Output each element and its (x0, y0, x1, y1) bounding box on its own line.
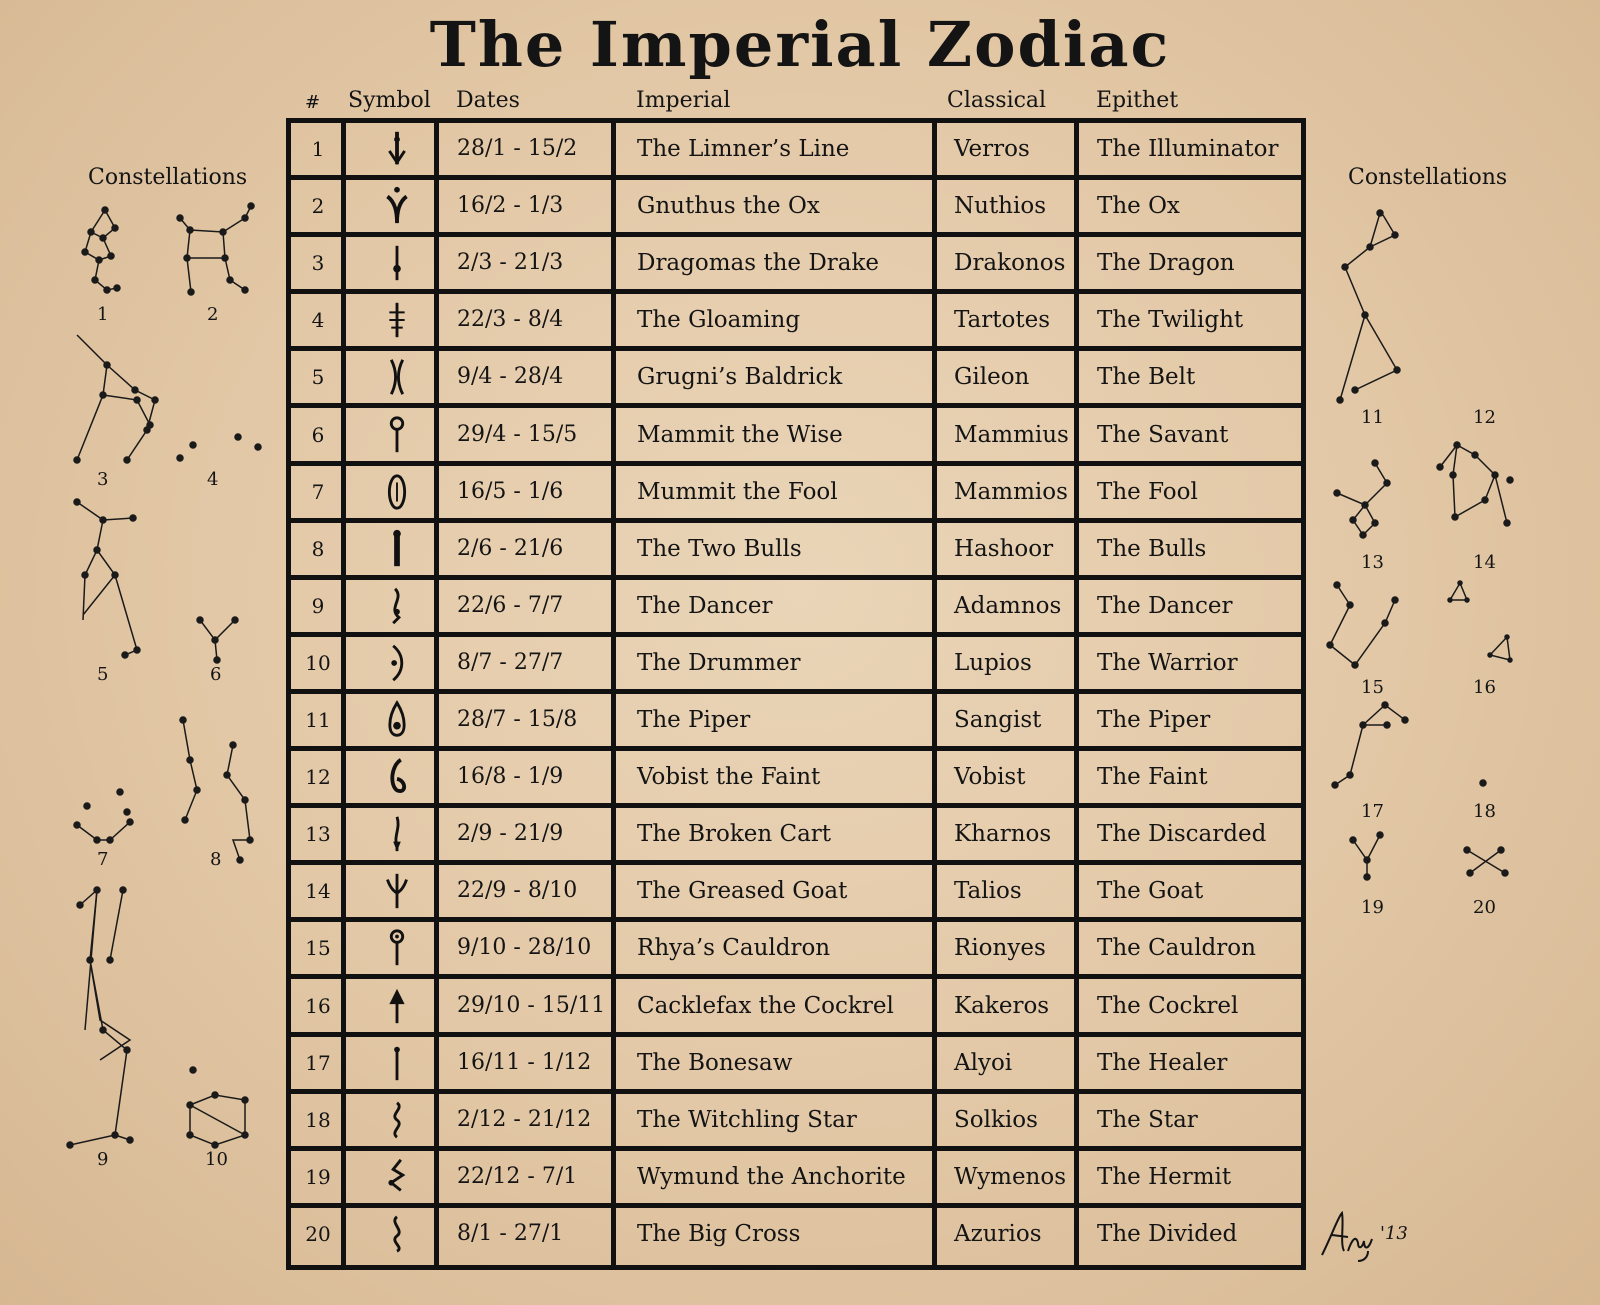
imperial-name-cell: The Drummer (637, 649, 801, 676)
constellations-left-panel (55, 200, 275, 1190)
table-row (291, 180, 1301, 237)
dates-cell: 28/7 - 15/8 (457, 707, 578, 732)
imperial-name-cell: The Big Cross (637, 1220, 801, 1247)
zodiac-symbol-icon (377, 870, 417, 912)
zodiac-symbol-cell (351, 351, 439, 403)
dates-cell: 16/8 - 1/9 (457, 764, 564, 790)
imperial-name-cell: Gnuthus the Ox (637, 193, 820, 220)
classical-name-cell: Talios (954, 878, 1022, 905)
zodiac-symbol-icon (377, 985, 417, 1027)
dates-cell: 8/1 - 27/1 (457, 1220, 564, 1246)
table-row (291, 409, 1301, 466)
dates-cell: 2/3 - 21/3 (457, 250, 564, 276)
row-number: 15 (305, 936, 331, 961)
constellation-label: 13 (1361, 552, 1384, 573)
classical-name-cell: Rionyes (954, 935, 1046, 962)
table-row (291, 1208, 1301, 1265)
zodiac-symbol-icon (377, 1213, 417, 1255)
classical-name-cell: Verros (954, 136, 1030, 162)
imperial-name-cell: The Broken Cart (637, 821, 832, 848)
row-number: 20 (305, 1221, 331, 1246)
imperial-name-cell: Rhya’s Cauldron (637, 935, 831, 962)
dates-cell: 16/5 - 1/6 (457, 478, 564, 504)
header-classical: Classical (947, 88, 1047, 113)
epithet-cell: The Cauldron (1097, 935, 1256, 962)
epithet-cell: The Piper (1097, 707, 1211, 733)
column-headers (0, 88, 1600, 118)
epithet-cell: The Hermit (1097, 1163, 1232, 1190)
epithet-cell: The Cockrel (1097, 992, 1239, 1019)
constellation-label: 14 (1473, 552, 1496, 573)
zodiac-symbol-icon (377, 756, 417, 798)
zodiac-symbol-icon (377, 813, 417, 855)
header-epithet: Epithet (1096, 88, 1179, 113)
table-row (291, 808, 1301, 865)
classical-name-cell: Mammius (954, 421, 1069, 448)
row-number: 11 (305, 708, 331, 732)
classical-name-cell: Gileon (954, 364, 1030, 391)
zodiac-symbol-icon (377, 699, 417, 741)
constellation-label: 7 (97, 849, 109, 870)
zodiac-symbol-icon (377, 185, 417, 227)
row-number: 3 (311, 251, 325, 276)
zodiac-symbol-cell (351, 294, 439, 346)
row-number: 18 (305, 1107, 331, 1132)
zodiac-symbol-cell (351, 1037, 439, 1089)
constellation-label: 5 (97, 664, 109, 685)
zodiac-symbol-icon (377, 528, 417, 570)
zodiac-symbol-icon (377, 242, 417, 284)
zodiac-symbol-cell (351, 237, 439, 289)
dates-cell: 29/10 - 15/11 (457, 992, 606, 1018)
classical-name-cell: Alyoi (954, 1049, 1013, 1076)
row-number: 19 (305, 1164, 331, 1189)
epithet-cell: The Twilight (1097, 307, 1244, 334)
epithet-cell: The Bulls (1097, 535, 1207, 562)
epithet-cell: The Warrior (1097, 649, 1238, 676)
zodiac-symbol-cell (351, 409, 439, 461)
epithet-cell: The Belt (1097, 364, 1196, 391)
imperial-name-cell: The Greased Goat (637, 878, 848, 905)
imperial-name-cell: Dragomas the Drake (637, 250, 880, 277)
zodiac-symbol-icon (377, 414, 417, 456)
table-row (291, 580, 1301, 637)
signature-year: '13 (1380, 1223, 1408, 1244)
dates-cell: 2/12 - 21/12 (457, 1106, 592, 1132)
table-row (291, 637, 1301, 694)
dates-cell: 28/1 - 15/2 (457, 136, 578, 161)
constellations-right-panel (1325, 205, 1545, 925)
constellation-label: 3 (97, 469, 109, 490)
table-row (291, 294, 1301, 351)
header-dates: Dates (456, 88, 520, 113)
row-number: 8 (311, 536, 325, 561)
row-number: 17 (305, 1050, 331, 1075)
imperial-name-cell: Mummit the Fool (637, 478, 838, 505)
imperial-name-cell: Cacklefax the Cockrel (637, 992, 894, 1019)
classical-name-cell: Vobist (954, 764, 1026, 791)
classical-name-cell: Kakeros (954, 992, 1050, 1019)
constellation-label: 2 (207, 304, 219, 325)
dates-cell: 29/4 - 15/5 (457, 421, 578, 447)
dates-cell: 9/4 - 28/4 (457, 364, 564, 390)
epithet-cell: The Savant (1097, 421, 1229, 448)
zodiac-symbol-cell (351, 580, 439, 632)
imperial-name-cell: The Bonesaw (637, 1049, 793, 1076)
epithet-cell: The Faint (1097, 764, 1208, 791)
table-row (291, 1094, 1301, 1151)
constellations-right-title: Constellations (1348, 165, 1508, 190)
row-number: 13 (305, 822, 331, 847)
row-number: 2 (311, 194, 325, 219)
table-row (291, 237, 1301, 294)
table-row (291, 751, 1301, 808)
zodiac-symbol-cell (351, 637, 439, 689)
table-row (291, 466, 1301, 523)
table-row (291, 865, 1301, 922)
table-row (291, 123, 1301, 180)
imperial-name-cell: The Two Bulls (637, 535, 802, 562)
constellation-label: 1 (97, 304, 109, 325)
table-row (291, 694, 1301, 751)
table-row (291, 523, 1301, 580)
classical-name-cell: Tartotes (954, 307, 1051, 334)
epithet-cell: The Dragon (1097, 250, 1235, 277)
row-number: 14 (305, 879, 331, 904)
zodiac-symbol-icon (377, 642, 417, 684)
constellation-label: 12 (1473, 407, 1496, 428)
constellation-label: 20 (1473, 897, 1496, 918)
table-row (291, 1037, 1301, 1094)
classical-name-cell: Sangist (954, 707, 1042, 733)
constellation-label: 11 (1361, 407, 1384, 428)
zodiac-symbol-cell (351, 1208, 439, 1260)
zodiac-symbol-cell (351, 694, 439, 746)
epithet-cell: The Divided (1097, 1220, 1238, 1247)
classical-name-cell: Kharnos (954, 821, 1052, 848)
classical-name-cell: Solkios (954, 1106, 1038, 1133)
constellation-label: 15 (1361, 677, 1384, 698)
zodiac-symbol-icon (377, 927, 417, 969)
constellation-label: 8 (210, 849, 222, 870)
zodiac-symbol-cell (351, 1094, 439, 1146)
zodiac-symbol-icon (377, 128, 417, 170)
zodiac-symbol-cell (351, 808, 439, 860)
classical-name-cell: Adamnos (954, 592, 1062, 619)
zodiac-table (286, 118, 1306, 1270)
imperial-name-cell: Wymund the Anchorite (637, 1163, 906, 1190)
zodiac-symbol-icon (377, 1156, 417, 1198)
classical-name-cell: Azurios (954, 1220, 1042, 1247)
classical-name-cell: Drakonos (954, 250, 1066, 277)
imperial-name-cell: Vobist the Faint (637, 764, 821, 791)
epithet-cell: The Star (1097, 1106, 1198, 1133)
dates-cell: 22/12 - 7/1 (457, 1163, 578, 1189)
zodiac-symbol-cell (351, 1151, 439, 1203)
epithet-cell: The Illuminator (1097, 136, 1279, 162)
header-symbol: Symbol (348, 88, 431, 113)
epithet-cell: The Goat (1097, 878, 1204, 905)
classical-name-cell: Wymenos (954, 1163, 1067, 1190)
classical-name-cell: Nuthios (954, 193, 1046, 220)
dates-cell: 16/11 - 1/12 (457, 1049, 592, 1075)
constellations-left-title: Constellations (88, 165, 248, 190)
epithet-cell: The Discarded (1097, 821, 1267, 848)
dates-cell: 16/2 - 1/3 (457, 193, 564, 219)
imperial-name-cell: The Dancer (637, 592, 773, 619)
zodiac-symbol-icon (377, 1099, 417, 1141)
imperial-name-cell: The Limner’s Line (637, 136, 850, 162)
row-number: 6 (311, 422, 325, 447)
artist-signature (1318, 1205, 1378, 1265)
row-number: 1 (311, 137, 325, 161)
zodiac-symbol-cell (351, 466, 439, 518)
dates-cell: 2/6 - 21/6 (457, 535, 564, 561)
constellation-label: 10 (205, 1149, 228, 1170)
zodiac-symbol-icon (377, 299, 417, 341)
row-number: 10 (305, 650, 331, 675)
table-row (291, 1151, 1301, 1208)
dates-cell: 9/10 - 28/10 (457, 935, 592, 961)
imperial-name-cell: The Piper (637, 707, 751, 733)
constellation-label: 16 (1473, 677, 1496, 698)
imperial-name-cell: The Gloaming (637, 307, 801, 334)
constellation-label: 19 (1361, 897, 1384, 918)
classical-name-cell: Lupios (954, 649, 1032, 676)
zodiac-symbol-cell (351, 922, 439, 974)
classical-name-cell: Mammios (954, 478, 1068, 505)
zodiac-symbol-cell (351, 865, 439, 917)
zodiac-symbol-cell (351, 523, 439, 575)
row-number: 9 (311, 593, 325, 618)
row-number: 5 (311, 365, 325, 390)
dates-cell: 22/9 - 8/10 (457, 878, 578, 904)
row-number: 4 (311, 308, 325, 333)
constellation-label: 18 (1473, 801, 1496, 822)
constellation-label: 17 (1361, 801, 1384, 822)
epithet-cell: The Fool (1097, 478, 1198, 505)
epithet-cell: The Dancer (1097, 592, 1233, 619)
header-number: # (305, 92, 321, 113)
imperial-name-cell: The Witchling Star (637, 1106, 857, 1133)
epithet-cell: The Ox (1097, 193, 1180, 220)
table-row (291, 922, 1301, 979)
zodiac-symbol-icon (377, 471, 417, 513)
row-number: 12 (305, 765, 331, 790)
epithet-cell: The Healer (1097, 1049, 1228, 1076)
imperial-name-cell: Mammit the Wise (637, 421, 843, 448)
imperial-name-cell: Grugni’s Baldrick (637, 364, 843, 391)
zodiac-symbol-icon (377, 585, 417, 627)
zodiac-symbol-cell (351, 980, 439, 1032)
row-number: 16 (305, 993, 331, 1018)
dates-cell: 22/3 - 8/4 (457, 307, 564, 333)
zodiac-symbol-icon (377, 1042, 417, 1084)
table-row (291, 980, 1301, 1037)
zodiac-symbol-cell (351, 123, 439, 175)
constellation-label: 6 (210, 664, 222, 685)
constellation-label: 9 (97, 1149, 109, 1170)
page-title: The Imperial Zodiac (429, 8, 1171, 81)
zodiac-symbol-cell (351, 751, 439, 803)
zodiac-symbol-cell (351, 180, 439, 232)
dates-cell: 8/7 - 27/7 (457, 649, 564, 675)
classical-name-cell: Hashoor (954, 535, 1054, 562)
header-imperial: Imperial (636, 88, 731, 113)
zodiac-symbol-icon (377, 356, 417, 398)
table-row (291, 351, 1301, 408)
dates-cell: 2/9 - 21/9 (457, 821, 564, 847)
dates-cell: 22/6 - 7/7 (457, 592, 564, 618)
constellation-label: 4 (207, 469, 219, 490)
row-number: 7 (311, 479, 325, 504)
